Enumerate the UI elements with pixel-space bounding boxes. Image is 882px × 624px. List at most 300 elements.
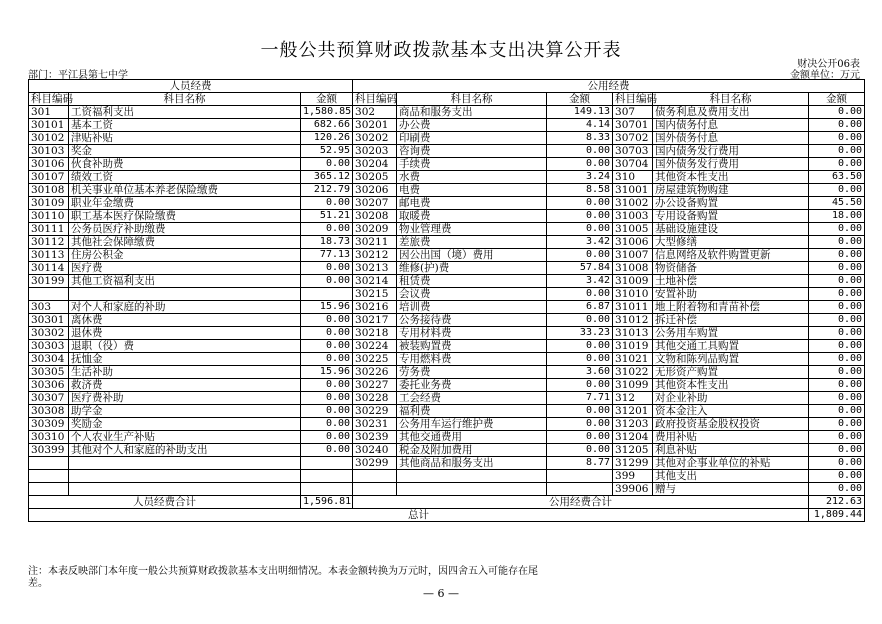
name-cell: 信息网络及软件购置更新 [653, 249, 809, 262]
name-cell: 咨询费 [397, 145, 547, 158]
table-row [29, 197, 865, 210]
code-cell: 30309 [29, 418, 69, 431]
code-cell: 30303 [29, 340, 69, 353]
name-cell: 其他社会保障缴费 [69, 236, 301, 249]
table-row [29, 444, 865, 457]
amount-cell: 51.21 [301, 210, 353, 223]
amount-cell: 0.00 [301, 392, 353, 405]
code-header: 科目编码 [29, 93, 69, 106]
name-cell: 政府投资基金股权投资 [653, 418, 809, 431]
amount-cell: 18.73 [301, 236, 353, 249]
amount-cell: 18.00 [809, 210, 865, 223]
amount-cell: 0.00 [547, 314, 613, 327]
amount-cell: 3.60 [547, 366, 613, 379]
name-cell [69, 470, 301, 483]
name-cell: 培训费 [397, 301, 547, 314]
name-cell: 因公出国（境）费用 [397, 249, 547, 262]
name-cell: 基础设施建设 [653, 223, 809, 236]
name-cell: 对个人和家庭的补助 [69, 301, 301, 314]
code-cell: 30109 [29, 197, 69, 210]
code-cell: 30302 [29, 327, 69, 340]
name-cell [69, 483, 301, 496]
grand-total-label: 总计 [29, 509, 809, 522]
amount-cell: 0.00 [809, 353, 865, 366]
amount-cell: 0.00 [547, 145, 613, 158]
table-row [29, 301, 865, 314]
code-cell: 30227 [353, 379, 397, 392]
table-row [29, 288, 865, 301]
code-cell: 310 [613, 171, 653, 184]
code-cell: 31002 [613, 197, 653, 210]
code-cell: 30304 [29, 353, 69, 366]
name-cell: 专用燃料费 [397, 353, 547, 366]
amount-cell: 0.00 [301, 314, 353, 327]
amount-cell: 3.24 [547, 171, 613, 184]
amount-header: 金额 [547, 93, 613, 106]
code-cell: 30308 [29, 405, 69, 418]
name-cell: 其他交通工具购置 [653, 340, 809, 353]
table-row [29, 418, 865, 431]
code-cell: 30214 [353, 275, 397, 288]
name-cell: 国内债务付息 [653, 119, 809, 132]
name-cell: 职业年金缴费 [69, 197, 301, 210]
amount-cell [301, 288, 353, 301]
name-cell: 对企业补助 [653, 392, 809, 405]
name-cell: 会议费 [397, 288, 547, 301]
name-cell: 其他工资福利支出 [69, 275, 301, 288]
amount-cell: 0.00 [809, 184, 865, 197]
amount-cell: 3.42 [547, 275, 613, 288]
code-cell: 31201 [613, 405, 653, 418]
name-cell: 公务接待费 [397, 314, 547, 327]
table-row [29, 171, 865, 184]
amount-cell: 4.14 [547, 119, 613, 132]
code-cell: 30301 [29, 314, 69, 327]
amount-cell: 0.00 [301, 327, 353, 340]
name-cell: 公务用车购置 [653, 327, 809, 340]
code-cell: 30206 [353, 184, 397, 197]
name-cell: 福利费 [397, 405, 547, 418]
personnel-total-amount: 1,596.81 [301, 496, 353, 509]
name-cell: 工资福利支出 [69, 106, 301, 119]
code-cell: 31003 [613, 210, 653, 223]
amount-cell: 0.00 [809, 236, 865, 249]
amount-cell: 0.00 [809, 340, 865, 353]
name-cell: 水费 [397, 171, 547, 184]
name-cell: 差旅费 [397, 236, 547, 249]
code-cell: 30108 [29, 184, 69, 197]
name-cell: 其他对企事业单位的补贴 [653, 457, 809, 470]
amount-cell: 45.50 [809, 197, 865, 210]
code-cell: 399 [613, 470, 653, 483]
amount-cell: 0.00 [809, 327, 865, 340]
name-cell: 住房公积金 [69, 249, 301, 262]
code-cell: 30209 [353, 223, 397, 236]
name-cell: 债务利息及费用支出 [653, 106, 809, 119]
code-cell: 30218 [353, 327, 397, 340]
code-cell: 31001 [613, 184, 653, 197]
name-cell: 其他对个人和家庭的补助支出 [69, 444, 301, 457]
amount-cell: 0.00 [547, 158, 613, 171]
name-cell: 国外债务付息 [653, 132, 809, 145]
code-cell: 30207 [353, 197, 397, 210]
name-cell: 维修(护)费 [397, 262, 547, 275]
name-cell: 无形资产购置 [653, 366, 809, 379]
code-cell: 30212 [353, 249, 397, 262]
name-cell [69, 288, 301, 301]
name-cell: 其他资本性支出 [653, 171, 809, 184]
amount-cell [301, 483, 353, 496]
code-cell: 30216 [353, 301, 397, 314]
name-cell: 国外债务发行费用 [653, 158, 809, 171]
amount-cell: 0.00 [547, 431, 613, 444]
amount-cell: 0.00 [809, 457, 865, 470]
amount-cell: 0.00 [809, 262, 865, 275]
amount-cell: 0.00 [809, 431, 865, 444]
table-row [29, 483, 865, 496]
amount-cell: 6.87 [547, 301, 613, 314]
amount-cell: 0.00 [301, 444, 353, 457]
code-cell: 30701 [613, 119, 653, 132]
code-cell: 30306 [29, 379, 69, 392]
code-cell: 303 [29, 301, 69, 314]
code-cell: 31013 [613, 327, 653, 340]
name-header: 科目名称 [69, 93, 301, 106]
amount-cell: 682.66 [301, 119, 353, 132]
code-cell: 31006 [613, 236, 653, 249]
name-cell: 电费 [397, 184, 547, 197]
name-cell: 抚恤金 [69, 353, 301, 366]
amount-cell: 0.00 [547, 444, 613, 457]
name-cell: 其他资本性支出 [653, 379, 809, 392]
code-cell: 30239 [353, 431, 397, 444]
code-cell [29, 288, 69, 301]
code-cell: 30103 [29, 145, 69, 158]
code-cell: 30203 [353, 145, 397, 158]
code-cell: 30204 [353, 158, 397, 171]
amount-cell: 15.96 [301, 301, 353, 314]
code-cell: 31022 [613, 366, 653, 379]
amount-cell: 63.50 [809, 171, 865, 184]
name-cell: 手续费 [397, 158, 547, 171]
amount-cell: 0.00 [809, 223, 865, 236]
name-cell: 委托业务费 [397, 379, 547, 392]
name-cell: 利息补贴 [653, 444, 809, 457]
table-row [29, 353, 865, 366]
amount-cell: 0.00 [301, 275, 353, 288]
name-cell: 奖励金 [69, 418, 301, 431]
code-cell: 30110 [29, 210, 69, 223]
name-cell: 物资储备 [653, 262, 809, 275]
page-number: — 6 — [423, 587, 459, 600]
name-cell: 退休费 [69, 327, 301, 340]
amount-cell: 0.00 [547, 405, 613, 418]
table-row [29, 392, 865, 405]
code-cell: 30226 [353, 366, 397, 379]
name-cell: 其他商品和服务支出 [397, 457, 547, 470]
code-cell: 31019 [613, 340, 653, 353]
amount-cell: 3.42 [547, 236, 613, 249]
footnote: 注：本表反映部门本年度一般公共预算财政拨款基本支出明细情况。本表金额转换为万元时，因四舍五入可能存在尾差。 [28, 566, 538, 589]
amount-cell: 0.00 [809, 444, 865, 457]
name-cell: 机关事业单位基本养老保险缴费 [69, 184, 301, 197]
name-cell: 租赁费 [397, 275, 547, 288]
name-cell [69, 457, 301, 470]
table-row [29, 158, 865, 171]
code-header: 科目编码 [353, 93, 397, 106]
amount-cell: 0.00 [547, 418, 613, 431]
code-cell: 30107 [29, 171, 69, 184]
code-cell: 30240 [353, 444, 397, 457]
table-row [29, 106, 865, 119]
code-cell: 302 [353, 106, 397, 119]
code-cell: 301 [29, 106, 69, 119]
amount-cell: 0.00 [809, 249, 865, 262]
amount-cell: 0.00 [301, 405, 353, 418]
amount-cell: 0.00 [547, 197, 613, 210]
name-cell: 办公费 [397, 119, 547, 132]
amount-cell: 15.96 [301, 366, 353, 379]
table-row [29, 366, 865, 379]
name-cell: 劳务费 [397, 366, 547, 379]
column-header-row [29, 93, 865, 106]
amount-cell: 0.00 [809, 106, 865, 119]
code-cell: 312 [613, 392, 653, 405]
table-row [29, 470, 865, 483]
table-row [29, 275, 865, 288]
name-cell: 大型修缮 [653, 236, 809, 249]
amount-cell: 8.77 [547, 457, 613, 470]
amount-cell: 120.26 [301, 132, 353, 145]
code-cell: 307 [613, 106, 653, 119]
amount-cell [547, 483, 613, 496]
name-cell: 房屋建筑物购建 [653, 184, 809, 197]
amount-cell: 0.00 [809, 392, 865, 405]
amount-cell: 149.13 [547, 106, 613, 119]
code-cell: 31012 [613, 314, 653, 327]
code-cell: 30208 [353, 210, 397, 223]
name-cell: 公务员医疗补助缴费 [69, 223, 301, 236]
amount-cell: 7.71 [547, 392, 613, 405]
name-cell: 物业管理费 [397, 223, 547, 236]
amount-header: 金额 [301, 93, 353, 106]
code-cell: 31205 [613, 444, 653, 457]
amount-cell: 0.00 [547, 353, 613, 366]
name-cell: 邮电费 [397, 197, 547, 210]
amount-cell: 0.00 [809, 366, 865, 379]
table-row [29, 405, 865, 418]
amount-cell: 57.84 [547, 262, 613, 275]
name-cell: 税金及附加费用 [397, 444, 547, 457]
code-cell: 30205 [353, 171, 397, 184]
table-row [29, 132, 865, 145]
amount-cell [301, 457, 353, 470]
amount-cell: 0.00 [809, 483, 865, 496]
public-total-amount: 212.63 [809, 496, 865, 509]
name-cell: 印刷费 [397, 132, 547, 145]
name-cell: 职工基本医疗保险缴费 [69, 210, 301, 223]
code-cell: 30201 [353, 119, 397, 132]
name-cell: 公务用车运行维护费 [397, 418, 547, 431]
code-cell [353, 470, 397, 483]
code-cell: 30310 [29, 431, 69, 444]
name-cell: 土地补偿 [653, 275, 809, 288]
code-cell: 30228 [353, 392, 397, 405]
code-cell: 31005 [613, 223, 653, 236]
amount-cell: 0.00 [301, 340, 353, 353]
amount-cell: 0.00 [809, 418, 865, 431]
table-row [29, 431, 865, 444]
public-total-label: 公用经费合计 [353, 496, 809, 509]
amount-cell [301, 470, 353, 483]
name-cell [397, 483, 547, 496]
name-cell: 商品和服务支出 [397, 106, 547, 119]
amount-cell: 52.95 [301, 145, 353, 158]
table-row [29, 457, 865, 470]
code-cell: 30199 [29, 275, 69, 288]
name-cell: 伙食补助费 [69, 158, 301, 171]
amount-cell: 365.12 [301, 171, 353, 184]
amount-cell: 0.00 [547, 223, 613, 236]
amount-cell: 0.00 [809, 275, 865, 288]
amount-cell: 0.00 [301, 353, 353, 366]
table-row [29, 145, 865, 158]
grand-total-row [29, 509, 865, 522]
grand-total-amount: 1,809.44 [809, 509, 865, 522]
amount-cell: 0.00 [547, 210, 613, 223]
amount-cell: 77.13 [301, 249, 353, 262]
name-cell: 医疗费 [69, 262, 301, 275]
amount-cell: 0.00 [301, 418, 353, 431]
name-cell: 救济费 [69, 379, 301, 392]
amount-cell: 0.00 [809, 301, 865, 314]
code-cell: 31010 [613, 288, 653, 301]
name-cell: 个人农业生产补贴 [69, 431, 301, 444]
amount-cell: 8.33 [547, 132, 613, 145]
amount-cell: 0.00 [301, 379, 353, 392]
amount-cell: 0.00 [301, 197, 353, 210]
table-row [29, 262, 865, 275]
name-cell: 离休费 [69, 314, 301, 327]
table-row [29, 236, 865, 249]
code-cell: 30215 [353, 288, 397, 301]
code-cell: 30101 [29, 119, 69, 132]
code-cell: 31007 [613, 249, 653, 262]
code-cell: 31011 [613, 301, 653, 314]
department-label: 部门：平江县第七中学 [28, 70, 128, 81]
amount-cell: 0.00 [301, 431, 353, 444]
amount-unit-label: 金额单位：万元 [790, 70, 860, 81]
code-cell: 30399 [29, 444, 69, 457]
amount-cell: 0.00 [301, 262, 353, 275]
code-cell: 30225 [353, 353, 397, 366]
code-cell: 30211 [353, 236, 397, 249]
amount-cell: 0.00 [809, 145, 865, 158]
name-cell: 其他支出 [653, 470, 809, 483]
name-cell: 工会经费 [397, 392, 547, 405]
name-cell: 绩效工资 [69, 171, 301, 184]
name-cell: 医疗费补助 [69, 392, 301, 405]
code-cell: 30231 [353, 418, 397, 431]
table-row [29, 119, 865, 132]
code-cell: 31021 [613, 353, 653, 366]
amount-cell: 1,580.85 [301, 106, 353, 119]
name-cell: 基本工资 [69, 119, 301, 132]
code-cell: 39906 [613, 483, 653, 496]
amount-cell: 0.00 [301, 223, 353, 236]
code-cell: 30102 [29, 132, 69, 145]
table-row [29, 379, 865, 392]
name-cell: 专用设备购置 [653, 210, 809, 223]
amount-cell: 0.00 [547, 379, 613, 392]
table-row [29, 314, 865, 327]
name-cell: 取暖费 [397, 210, 547, 223]
code-cell: 30112 [29, 236, 69, 249]
personnel-section-header: 人员经费 [29, 80, 353, 93]
code-cell [29, 470, 69, 483]
code-cell: 30213 [353, 262, 397, 275]
code-cell: 30702 [613, 132, 653, 145]
code-cell: 31099 [613, 379, 653, 392]
name-cell: 费用补贴 [653, 431, 809, 444]
name-cell: 其他交通费用 [397, 431, 547, 444]
amount-cell: 0.00 [809, 132, 865, 145]
code-cell: 31009 [613, 275, 653, 288]
code-cell [353, 483, 397, 496]
table-row [29, 210, 865, 223]
name-cell: 津贴补贴 [69, 132, 301, 145]
name-header: 科目名称 [397, 93, 547, 106]
name-cell: 拆迁补偿 [653, 314, 809, 327]
personnel-total-label: 人员经费合计 [29, 496, 301, 509]
amount-header: 金额 [809, 93, 865, 106]
name-cell: 奖金 [69, 145, 301, 158]
amount-cell: 0.00 [809, 158, 865, 171]
code-header: 科目编码 [613, 93, 653, 106]
name-cell: 专用材料费 [397, 327, 547, 340]
code-cell: 31203 [613, 418, 653, 431]
table-row [29, 184, 865, 197]
subtotal-row [29, 496, 865, 509]
code-cell: 30299 [353, 457, 397, 470]
amount-cell: 8.58 [547, 184, 613, 197]
name-cell: 地上附着物和青苗补偿 [653, 301, 809, 314]
code-cell [29, 457, 69, 470]
table-row [29, 327, 865, 340]
name-cell: 被装购置费 [397, 340, 547, 353]
table-row [29, 340, 865, 353]
name-cell: 助学金 [69, 405, 301, 418]
form-number: 财决公开06表 [797, 59, 860, 70]
amount-cell: 0.00 [809, 288, 865, 301]
amount-cell: 0.00 [809, 379, 865, 392]
amount-cell: 0.00 [809, 314, 865, 327]
code-cell: 31299 [613, 457, 653, 470]
code-cell: 31204 [613, 431, 653, 444]
name-cell: 文物和陈列品购置 [653, 353, 809, 366]
amount-cell: 33.23 [547, 327, 613, 340]
name-cell: 赠与 [653, 483, 809, 496]
amount-cell: 0.00 [547, 340, 613, 353]
amount-cell: 0.00 [809, 470, 865, 483]
section-header-row [29, 80, 865, 93]
code-cell: 30217 [353, 314, 397, 327]
name-cell [397, 470, 547, 483]
code-cell: 30305 [29, 366, 69, 379]
code-cell: 31008 [613, 262, 653, 275]
code-cell: 30703 [613, 145, 653, 158]
code-cell: 30224 [353, 340, 397, 353]
